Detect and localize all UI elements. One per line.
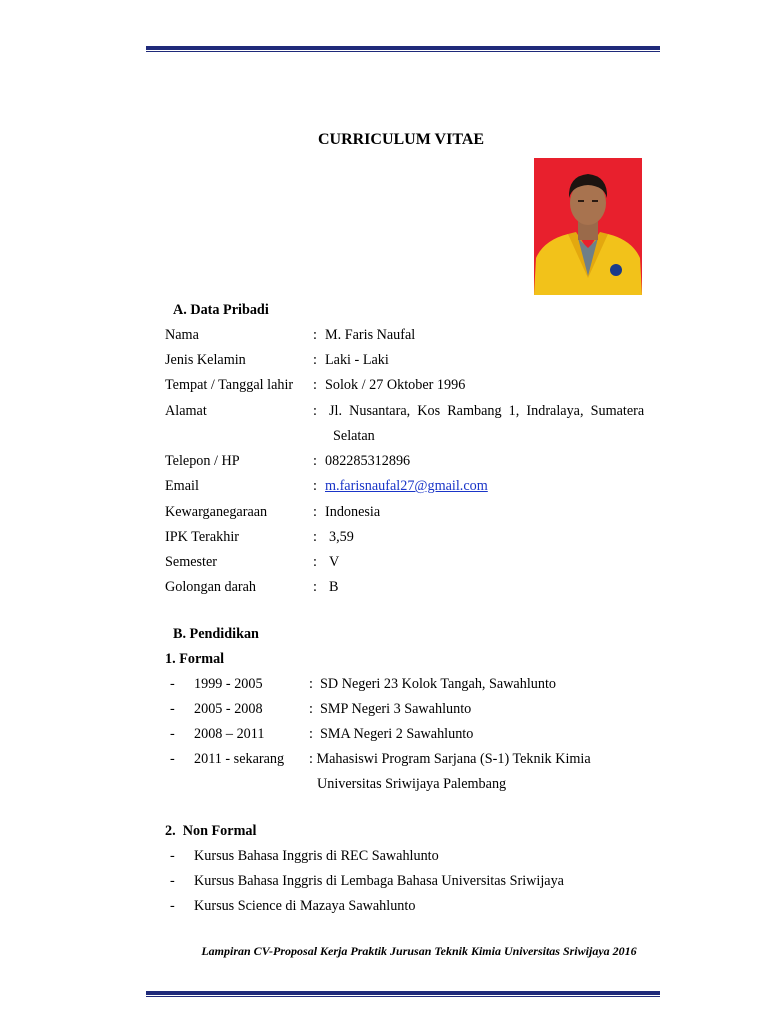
separator: : xyxy=(313,478,317,494)
page-footer: Lampiran CV-Proposal Kerja Praktik Jurusan Teknik Kimia Universitas Sriwijaya 2016 xyxy=(201,944,637,958)
separator: : xyxy=(313,352,317,368)
separator: : xyxy=(313,453,317,469)
period: 2008 – 2011 xyxy=(194,726,265,742)
label-golongan-darah: Golongan darah xyxy=(165,579,257,595)
school-name: : SMP Negeri 3 Sawahlunto xyxy=(309,701,472,717)
page-title: CURRICULUM VITAE xyxy=(317,131,485,148)
formal-heading: 1. Formal xyxy=(165,651,225,667)
footer-rule xyxy=(146,991,660,997)
course-item: Kursus Bahasa Inggris di REC Sawahlunto xyxy=(194,848,439,864)
list-dash: - xyxy=(170,898,175,914)
separator: : xyxy=(313,554,317,570)
separator: : xyxy=(313,377,317,393)
value-nama: M. Faris Naufal xyxy=(325,327,416,343)
value-semester: V xyxy=(329,554,340,570)
value-tempat-tanggal-lahir: Solok / 27 Oktober 1996 xyxy=(325,377,466,393)
list-dash: - xyxy=(170,726,175,742)
period: 2011 - sekarang xyxy=(194,751,285,767)
separator: : xyxy=(313,529,317,545)
value-alamat: Jl. Nusantara, Kos Rambang 1, Indralaya, Sumatera xyxy=(329,403,645,419)
label-kewarganegaraan: Kewarganegaraan xyxy=(165,504,268,520)
separator: : xyxy=(313,327,317,343)
nonformal-heading: 2. Non Formal xyxy=(165,823,257,839)
list-dash: - xyxy=(170,751,175,767)
separator: : xyxy=(313,579,317,595)
list-dash: - xyxy=(170,848,175,864)
list-dash: - xyxy=(170,701,175,717)
value-golongan-darah: B xyxy=(329,579,339,595)
school-name: : Mahasiswi Program Sarjana (S-1) Teknik Kimia xyxy=(309,751,591,767)
email-link[interactable]: m.farisnaufal27@gmail.com xyxy=(325,478,488,494)
value-ipk: 3,59 xyxy=(329,529,354,545)
label-ipk: IPK Terakhir xyxy=(165,529,239,545)
value-jenis-kelamin: Laki - Laki xyxy=(325,352,389,368)
label-telepon: Telepon / HP xyxy=(165,453,240,469)
separator: : xyxy=(313,403,317,419)
school-name-cont: Universitas Sriwijaya Palembang xyxy=(317,776,507,792)
label-email: Email xyxy=(165,478,199,494)
period: 1999 - 2005 xyxy=(194,676,263,692)
label-tempat-tanggal-lahir: Tempat / Tanggal lahir xyxy=(165,377,294,393)
school-name: : SD Negeri 23 Kolok Tangah, Sawahlunto xyxy=(309,676,556,692)
value-kewarganegaraan: Indonesia xyxy=(325,504,381,520)
list-dash: - xyxy=(170,873,175,889)
header-rule xyxy=(146,46,660,52)
section-a-heading: A. Data Pribadi xyxy=(173,302,269,318)
label-jenis-kelamin: Jenis Kelamin xyxy=(165,352,246,368)
value-telepon: 082285312896 xyxy=(325,453,411,469)
list-dash: - xyxy=(170,676,175,692)
section-b-heading: B. Pendidikan xyxy=(173,626,259,642)
value-alamat-cont: Selatan xyxy=(333,428,375,444)
course-item: Kursus Science di Mazaya Sawahlunto xyxy=(194,898,416,914)
label-nama: Nama xyxy=(165,327,199,343)
separator: : xyxy=(313,504,317,520)
course-item: Kursus Bahasa Inggris di Lembaga Bahasa Universitas Sriwijaya xyxy=(194,873,564,889)
period: 2005 - 2008 xyxy=(194,701,263,717)
label-alamat: Alamat xyxy=(165,403,207,419)
school-name: : SMA Negeri 2 Sawahlunto xyxy=(309,726,474,742)
profile-photo xyxy=(534,158,642,295)
label-semester: Semester xyxy=(165,554,218,570)
